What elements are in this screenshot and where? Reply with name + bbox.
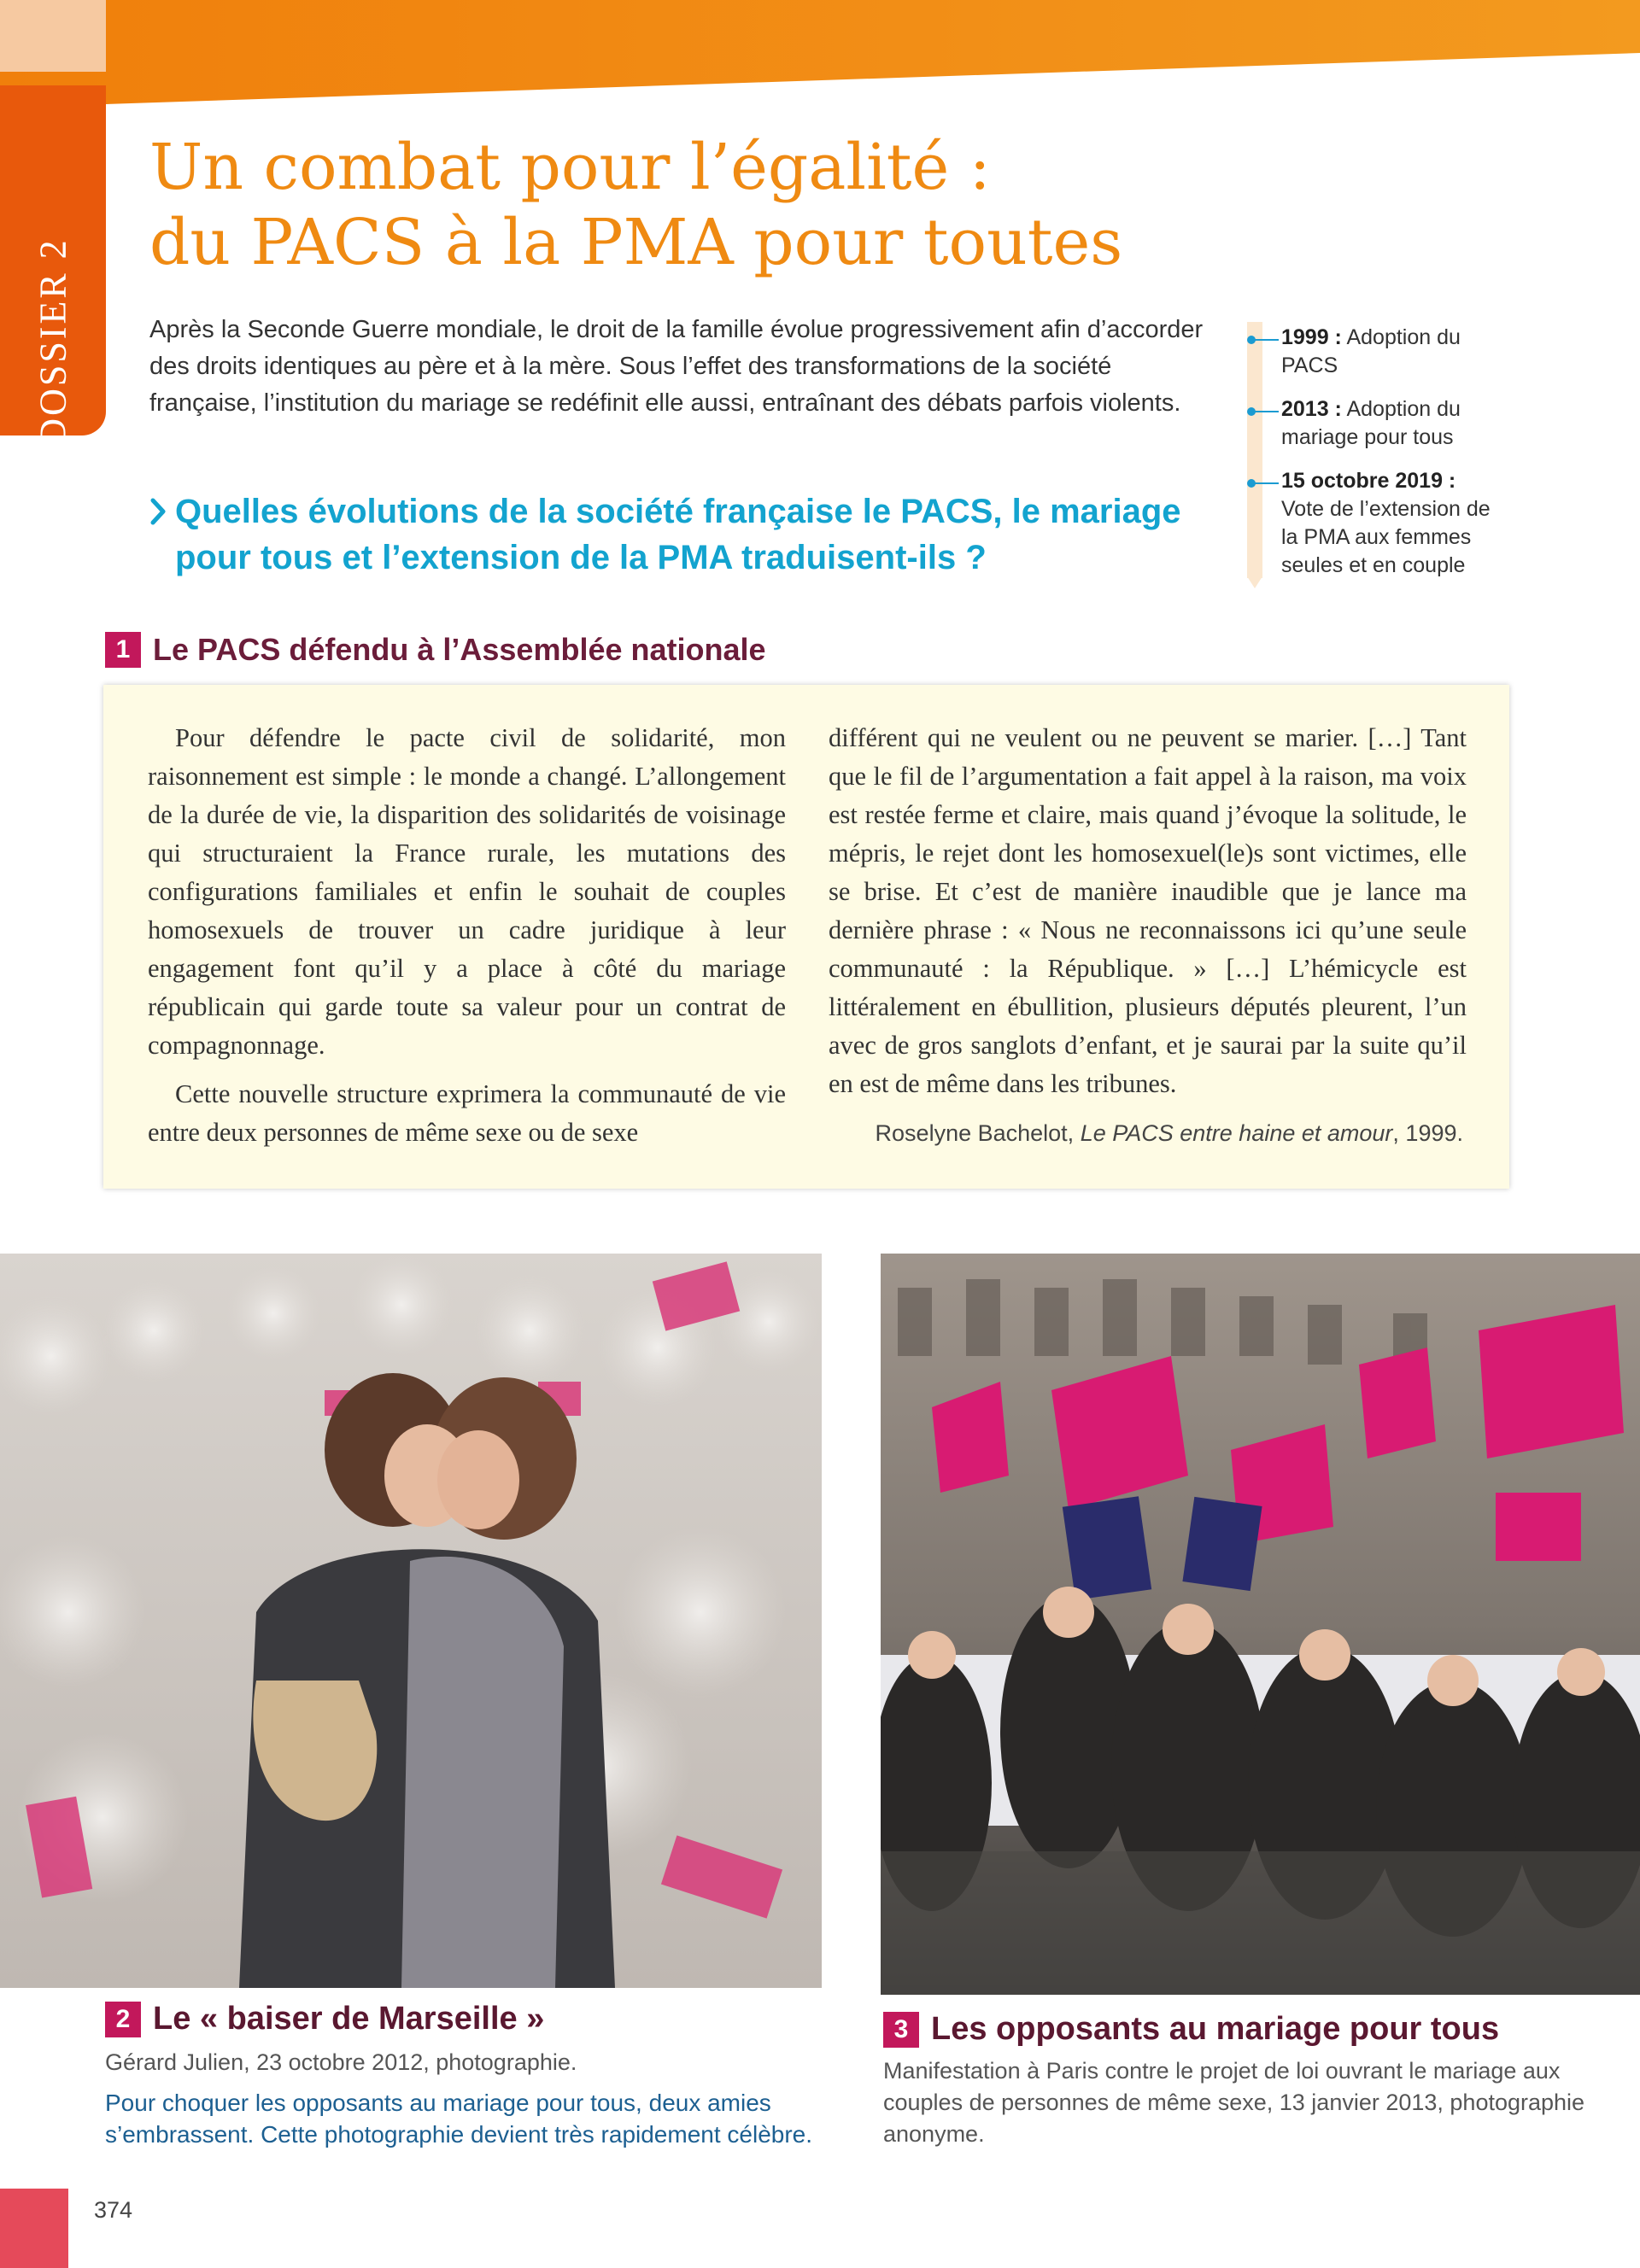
doc1-title: Le PACS défendu à l’Assemblée nationale [153, 632, 766, 667]
photo-opposants-manifestation [881, 1254, 1640, 1995]
timeline-item [1281, 467, 1503, 580]
page-title [149, 130, 1260, 280]
doc2-title: Le « baiser de Marseille » [153, 2001, 545, 2037]
source-work: Le PACS entre haine et amour [1080, 1120, 1393, 1146]
timeline-arrow-tip [1247, 576, 1262, 588]
timeline-text: Adoption du PACS [1281, 325, 1461, 377]
source-year: , 1999. [1392, 1120, 1463, 1146]
timeline-text: Adoption du mariage pour tous [1281, 397, 1461, 449]
quote-column-right [829, 719, 1467, 1103]
dossier-label: DOSSIER 2 [32, 237, 74, 446]
doc1-quote-box [103, 685, 1509, 1189]
page-number: 374 [94, 2197, 133, 2223]
timeline-date: 1999 : [1281, 325, 1342, 349]
doc3-source: Manifestation à Paris contre le projet de loi ouvrant le mariage aux couples de personnes de même sexe, 13 janvier 2013, photographie anonyme. [883, 2058, 1585, 2147]
quote-column-left [148, 719, 786, 1152]
chevron-right-icon [149, 488, 168, 535]
timeline-tick [1253, 339, 1279, 341]
dossier-tab [0, 85, 106, 446]
title-line-1: Un combat pour l’égalité : [149, 131, 991, 204]
timeline-date: 15 octobre 2019 : [1281, 469, 1456, 493]
footer-band [0, 2189, 68, 2268]
doc3-number-badge: 3 [883, 2012, 919, 2048]
timeline-item [1281, 395, 1503, 452]
quote-paragraph: Cette nouvelle structure exprimera la communauté de vie entre deux personnes de même sexe ou de sexe [148, 1079, 786, 1147]
quote-paragraph: différent qui ne veulent ou ne peuvent se marier. […] Tant que le fil de l’argumentation a fait appel à la raison, ma voix est restée ferme et claire, mais quand j’évoque la solitude, le mépris, le rejet dont les homosexuel(le)s sont victimes, elle se brise. Et c’est de manière inaudible que je lance ma dernière phrase : « Nous ne reconnaissons ici qu’une seule communauté : la République. » […] L’hémicycle est littéralement en ébullition, plusieurs députés pleurent, l’un avec de gros sanglots d’enfant, et je saurai par la suite qu’il en est de même dans les tribunes. [829, 723, 1467, 1098]
timeline-bar [1247, 322, 1262, 578]
timeline-tick [1253, 411, 1279, 412]
title-line-2: du PACS à la PMA pour toutes [149, 206, 1123, 279]
doc1-source [876, 1120, 1463, 1147]
doc2-number-badge: 2 [105, 2002, 141, 2037]
quote-paragraph: Pour défendre le pacte civil de solidarité, mon raisonnement est simple : le monde a changé. L’allongement de la durée de vie, la disparition des solidarités de voisinage qui structuraient la France rurale, les mutations des configurations familiales et enfin le souhait de couples homosexuels de trouver un cadre juridique à leur engagement font qu’il y a place à côté du mariage républicain qui garde toute sa valeur pour un contrat de compagnonnage. [148, 723, 786, 1060]
intro-paragraph: Après la Seconde Guerre mondiale, le droit de la famille évolue progressivement afin d’accorder des droits identiques au père et à la mère. Sous l’effet des transformations de la société française, l’institution du mariage se redéfinit elle aussi, entraînant des débats parfois violents. [149, 316, 1204, 417]
doc3-title: Les opposants au mariage pour tous [931, 2011, 1500, 2047]
question-text: Quelles évolutions de la société française le PACS, le mariage pour tous et l’extension de la PMA traduisent-ils ? [175, 493, 1181, 576]
timeline [1243, 320, 1499, 585]
doc2-description: Pour choquer les opposants au mariage pour tous, deux amies s’embrassent. Cette photographie devient très rapidement célèbre. [105, 2090, 813, 2148]
header-band [0, 0, 1640, 107]
doc1-number-badge: 1 [105, 632, 141, 668]
doc2-heading [105, 2001, 544, 2040]
timeline-item [1281, 324, 1503, 380]
timeline-tick [1253, 482, 1279, 484]
photo-baiser-de-marseille [0, 1254, 822, 1988]
timeline-date: 2013 : [1281, 397, 1342, 421]
problem-question [149, 488, 1226, 581]
doc2-source: Gérard Julien, 23 octobre 2012, photographie. [105, 2049, 577, 2075]
source-author: Roselyne Bachelot, [875, 1120, 1075, 1146]
doc1-heading [105, 632, 766, 671]
doc3-heading [883, 2011, 1499, 2050]
header-corner [0, 0, 106, 72]
timeline-text: Vote de l’extension de la PMA aux femmes seules et en couple [1281, 497, 1491, 577]
